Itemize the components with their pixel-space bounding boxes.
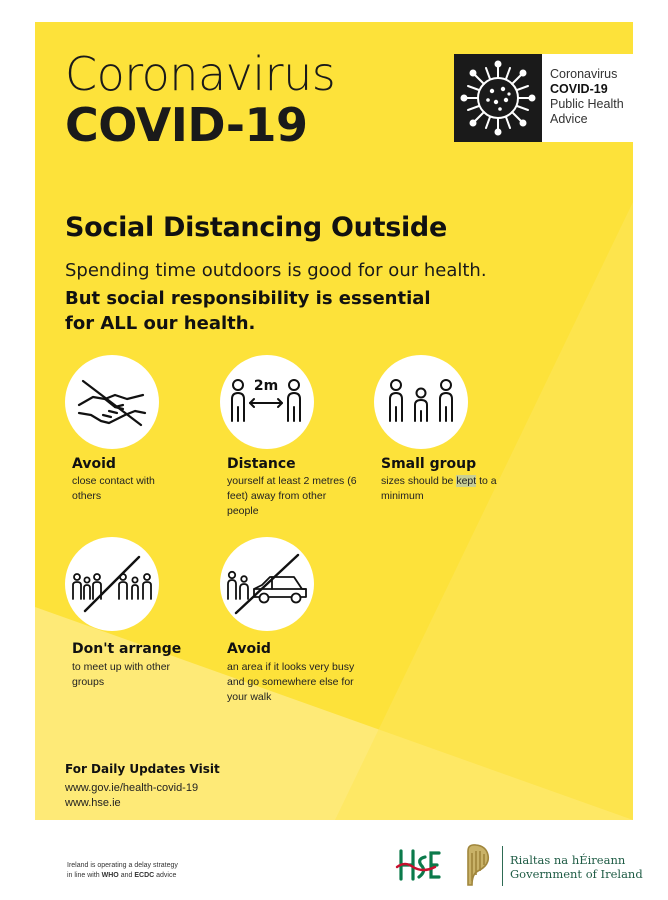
small-group-text-highlight: kept xyxy=(456,475,477,487)
title-covid-19: COVID-19 xyxy=(65,98,308,152)
badge-line-2: COVID-19 xyxy=(550,82,608,96)
item-avoid-busy-text: an area if it looks very busy and go somewhere else for your walk xyxy=(227,661,355,703)
item-dont-arrange-text: to meet up with other groups xyxy=(72,661,171,688)
footer-note-line-1: Ireland is operating a delay strategy xyxy=(67,862,178,869)
title-coronavirus: Coronavirus xyxy=(65,47,336,101)
link-hse-ie[interactable]: www.hse.ie xyxy=(65,797,121,809)
busy-area-crossed-icon xyxy=(220,537,314,631)
small-group-text-after: to a minimum xyxy=(381,475,497,502)
badge-line-3: Public Health xyxy=(550,97,624,111)
handshake-crossed-icon xyxy=(65,355,159,449)
small-group-text-before: sizes should be xyxy=(381,475,454,487)
two-metre-distance-icon xyxy=(220,355,314,449)
item-dont-arrange-title: Don't arrange xyxy=(72,641,182,657)
item-distance-title: Distance xyxy=(227,456,296,472)
distance-label: 2m xyxy=(253,378,279,394)
badge-line-1: Coronavirus xyxy=(550,67,618,81)
intro-line-1: Spending time outdoors is good for our health. xyxy=(65,260,487,281)
item-small-group-title: Small group xyxy=(381,456,477,472)
small-group-icon xyxy=(374,355,468,449)
note-post: advice xyxy=(156,872,177,879)
gov-line-1: Rialtas na hÉireann xyxy=(510,853,626,867)
footer-delay-strategy-note xyxy=(67,861,178,881)
item-avoid-contact-text: close contact with others xyxy=(72,475,155,502)
public-health-badge xyxy=(454,54,633,142)
link-gov-ie[interactable]: www.gov.ie/health-covid-19 xyxy=(65,782,199,794)
note-and: and xyxy=(120,872,133,879)
item-small-group-text xyxy=(381,474,511,504)
note-who: WHO xyxy=(101,872,119,879)
item-avoid-busy-title: Avoid xyxy=(227,641,271,657)
gov-line-2: Government of Ireland xyxy=(510,867,643,881)
poster xyxy=(35,22,633,820)
government-of-ireland-logo xyxy=(510,853,643,881)
note-ecdc: ECDC xyxy=(134,872,155,879)
daily-updates-title: For Daily Updates Visit xyxy=(65,762,220,776)
gov-divider xyxy=(502,846,503,886)
intro-line-2: But social responsibility is essential for ALL our health. xyxy=(65,288,431,334)
item-avoid-contact-title: Avoid xyxy=(72,456,116,472)
note-pre: in line with xyxy=(67,872,100,879)
badge-line-4: Advice xyxy=(550,112,588,126)
badge-text xyxy=(550,67,624,127)
item-distance-text: yourself at least 2 metres (6 feet) away from other people xyxy=(227,475,357,517)
footer-note-line-2 xyxy=(67,871,178,881)
heading: Social Distancing Outside xyxy=(65,212,447,243)
groups-crossed-icon xyxy=(65,537,159,631)
hse-logo-icon xyxy=(395,847,441,883)
virus-icon xyxy=(454,54,542,142)
harp-emblem-icon xyxy=(462,841,494,889)
